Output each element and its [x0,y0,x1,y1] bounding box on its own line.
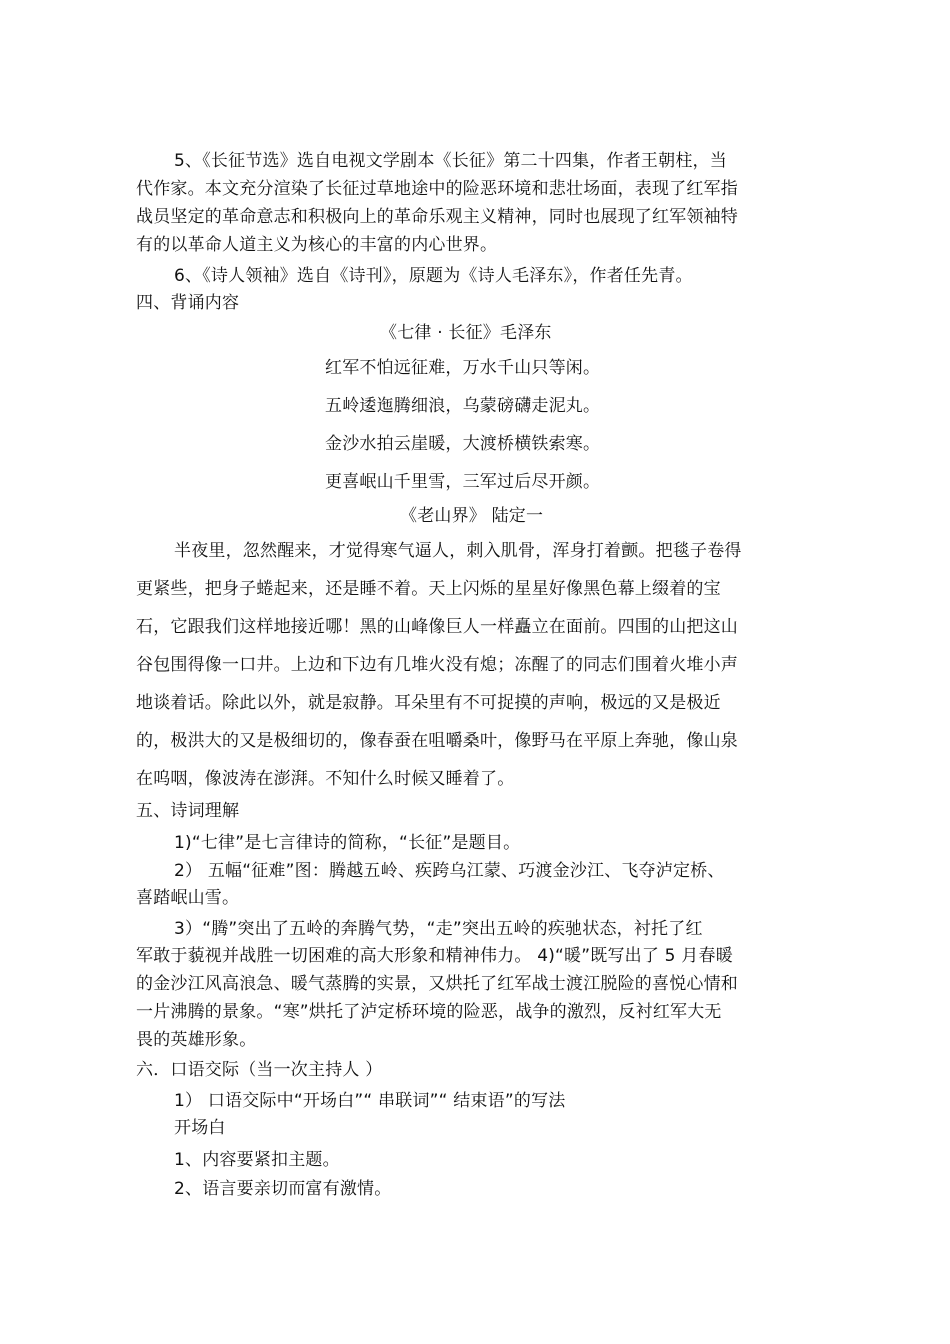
paragraph-line: 军敢于藐视并战胜一切困难的高大形象和精神伟力。 4)“暖”既写出了 5 月春暖 [136,946,733,966]
section-heading: 六．口语交际（当一次主持人 ） [136,1060,383,1080]
essay-line: 谷包围得像一口井。上边和下边有几堆火没有熄；冻醒了的同志们围着火堆小声 [136,655,738,675]
poem-line: 五岭逶迤腾细浪，乌蒙磅礴走泥丸。 [325,396,601,416]
paragraph-line: 1)“七律”是七言律诗的简称，“长征”是题目。 [174,833,521,853]
poem-line: 金沙水拍云崖暖，大渡桥横铁索寒。 [325,434,601,454]
paragraph-line: 战员坚定的革命意志和积极向上的革命乐观主义精神，同时也展现了红军领袖特 [136,207,738,227]
paragraph-line: 1） 口语交际中“开场白”“ 串联词”“ 结束语”的写法 [174,1091,566,1111]
section-heading: 五、诗词理解 [136,801,240,821]
list-item: 2、语言要亲切而富有激情。 [174,1179,392,1199]
poem-line: 更喜岷山千里雪，三军过后尽开颜。 [325,472,601,492]
essay-title: 《老山界》 陆定一 [400,506,544,526]
paragraph-line: 6、《诗人领袖》选自《诗刊》，原题为《诗人毛泽东》，作者任先青。 [174,266,693,286]
essay-line: 在呜咽，像波涛在澎湃。不知什么时候又睡着了。 [136,769,515,789]
paragraph-line: 有的以革命人道主义为核心的丰富的内心世界。 [136,235,498,255]
essay-line: 半夜里，忽然醒来，才觉得寒气逼人，刺入肌骨，浑身打着颤。把毯子卷得 [174,541,742,561]
list-item: 1、内容要紧扣主题。 [174,1150,340,1170]
paragraph-line: 2） 五幅“征难”图：腾越五岭、疾跨乌江蒙、巧渡金沙江、飞夺泸定桥、 [174,861,725,881]
paragraph-line: 3）“腾”突出了五岭的奔腾气势，“走”突出五岭的疾驰状态，衬托了红 [174,919,703,939]
section-heading: 四、背诵内容 [136,293,240,313]
essay-line: 石，它跟我们这样地接近哪！黑的山峰像巨人一样矗立在面前。四围的山把这山 [136,617,738,637]
subheading: 开场白 [174,1118,226,1138]
paragraph-line: 一片沸腾的景象。“寒”烘托了泸定桥环境的险恶，战争的激烈，反衬红军大无 [136,1002,722,1022]
paragraph-line: 的金沙江风高浪急、暖气蒸腾的实景，又烘托了红军战士渡江脱险的喜悦心情和 [136,974,738,994]
paragraph-line: 畏的英雄形象。 [136,1030,257,1050]
essay-line: 更紧些，把身子蜷起来，还是睡不着。天上闪烁的星星好像黑色幕上缀着的宝 [136,579,721,599]
essay-line: 的，极洪大的又是极细切的，像春蚕在咀嚼桑叶，像野马在平原上奔驰，像山泉 [136,731,738,751]
essay-line: 地谈着话。除此以外，就是寂静。耳朵里有不可捉摸的声响，极远的又是极近 [136,693,721,713]
paragraph-line: 5、《长征节选》选自电视文学剧本《长征》第二十四集，作者王朝柱，当 [174,151,727,171]
paragraph-line: 喜踏岷山雪。 [136,888,240,908]
poem-line: 红军不怕远征难，万水千山只等闲。 [325,358,601,378]
paragraph-line: 代作家。本文充分渲染了长征过草地途中的险恶环境和悲壮场面，表现了红军指 [136,179,738,199]
poem-title: 《七律 · 长征》毛泽东 [380,323,552,343]
